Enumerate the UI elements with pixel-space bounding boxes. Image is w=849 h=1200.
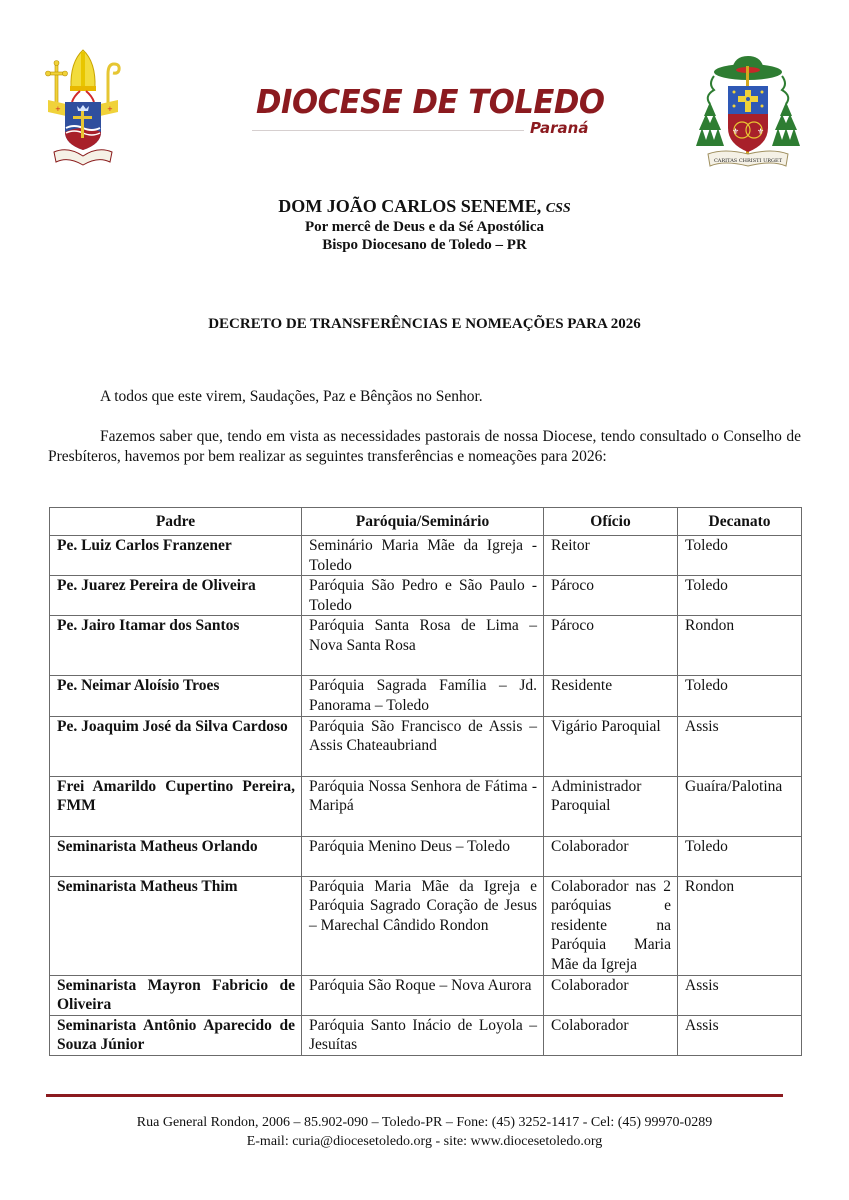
cell-decanato: Toledo [678,536,802,576]
greeting-paragraph: A todos que este virem, Saudações, Paz e Bênçãos no Senhor. [100,388,483,405]
cell-paroquia: Paróquia Santa Rosa de Lima – Nova Santa Rosa [302,616,544,676]
cell-oficio: Colaborador [544,975,678,1015]
cell-decanato: Guaíra/Palotina [678,776,802,836]
brand-title: DIOCESE DE TOLEDO [256,82,605,121]
cell-padre: Pe. Joaquim José da Silva Cardoso [50,716,302,776]
cell-padre: Seminarista Matheus Orlando [50,836,302,876]
footer-divider [46,1094,783,1097]
motto-text: CARITAS CHRISTI URGET [713,158,783,164]
table-row [50,836,802,876]
cell-padre: Seminarista Mayron Fabricio de Oliveira [50,975,302,1015]
table-row [50,975,802,1015]
header-paroquia: Paróquia/Seminário [302,508,544,536]
cell-decanato: Assis [678,1015,802,1055]
cell-oficio: Reitor [544,536,678,576]
table-header-row [50,508,802,536]
header-oficio: Ofício [544,508,678,536]
decree-title: DECRETO DE TRANSFERÊNCIAS E NOMEAÇÕES PARA 2026 [208,316,641,332]
cell-decanato: Toledo [678,836,802,876]
table-row [50,536,802,576]
cell-paroquia: Paróquia Nossa Senhora de Fátima - Maripá [302,776,544,836]
cell-decanato: Assis [678,716,802,776]
cell-oficio: Residente [544,676,678,716]
cell-paroquia: Paróquia Santo Inácio de Loyola – Jesuítas [302,1015,544,1055]
cell-oficio: Pároco [544,616,678,676]
intro-paragraph: Fazemos saber que, tendo em vista as necessidades pastorais de nossa Diocese, tendo consultado o Conselho de Presbíteros, havemos por bem realizar as seguintes transferências e nomeações para 2026: [48,428,801,465]
cell-decanato: Toledo [678,676,802,716]
cell-padre: Pe. Luiz Carlos Franzener [50,536,302,576]
cell-paroquia: Paróquia Maria Mãe da Igreja e Paróquia Sagrado Coração de Jesus – Marechal Cândido Rondon [302,876,544,975]
footer-contact: E-mail: curia@diocesetoledo.org - site: www.diocesetoledo.org [246,1134,603,1149]
cell-decanato: Toledo [678,576,802,616]
cell-padre: Pe. Neimar Aloísio Troes [50,676,302,716]
cell-paroquia: Seminário Maria Mãe da Igreja - Toledo [302,536,544,576]
table-row [50,1015,802,1055]
bishop-coat-of-arms-icon [694,50,802,172]
cell-oficio: Administrador Paroquial [544,776,678,836]
cell-padre: Pe. Jairo Itamar dos Santos [50,616,302,676]
bishop-order: CSS [545,201,571,216]
bishop-subtitle-1: Por mercê de Deus e da Sé Apostólica [305,219,544,235]
table-row [50,876,802,975]
cell-paroquia: Paróquia São Pedro e São Paulo - Toledo [302,576,544,616]
footer-address: Rua General Rondon, 2006 – 85.902-090 – Toledo-PR – Fone: (45) 3252-1417 - Cel: (45) 99970-0289 [136,1115,713,1130]
cell-padre: Frei Amarildo Cupertino Pereira, FMM [50,776,302,836]
cell-oficio: Colaborador [544,1015,678,1055]
cell-decanato: Assis [678,975,802,1015]
svg-text:+: + [55,105,61,113]
cell-oficio: Colaborador nas 2 paróquias e residente na Paróquia Maria Mãe da Igreja [544,876,678,975]
cell-oficio: Vigário Paroquial [544,716,678,776]
cell-oficio: Pároco [544,576,678,616]
cell-padre: Pe. Juarez Pereira de Oliveira [50,576,302,616]
table-row [50,676,802,716]
cell-paroquia: Paróquia Menino Deus – Toledo [302,836,544,876]
svg-text:⚜: ⚜ [757,127,765,136]
cell-paroquia: Paróquia São Roque – Nova Aurora [302,975,544,1015]
cell-paroquia: Paróquia Sagrada Família – Jd. Panorama – Toledo [302,676,544,716]
cell-paroquia: Paróquia São Francisco de Assis – Assis Chateaubriand [302,716,544,776]
cell-padre: Seminarista Matheus Thim [50,876,302,975]
header-decanato: Decanato [678,508,802,536]
diocese-coat-of-arms-icon [44,48,122,170]
cell-padre: Seminarista Antônio Aparecido de Souza Júnior [50,1015,302,1055]
cell-oficio: Colaborador [544,836,678,876]
diocese-brand [250,82,610,142]
cell-decanato: Rondon [678,876,802,975]
appointments-table [49,507,801,1056]
header-padre: Padre [50,508,302,536]
bishop-name [0,196,849,217]
table-row [50,576,802,616]
brand-divider [252,130,524,131]
svg-text:⚜: ⚜ [732,127,740,136]
table-row [50,616,802,676]
table-row [50,716,802,776]
brand-subtitle: Paraná [530,119,589,137]
svg-text:+: + [107,105,113,113]
table-row [50,776,802,836]
cell-decanato: Rondon [678,616,802,676]
bishop-subtitle-2: Bispo Diocesano de Toledo – PR [322,237,527,253]
bishop-name-text: DOM JOÃO CARLOS SENEME, [278,196,542,216]
